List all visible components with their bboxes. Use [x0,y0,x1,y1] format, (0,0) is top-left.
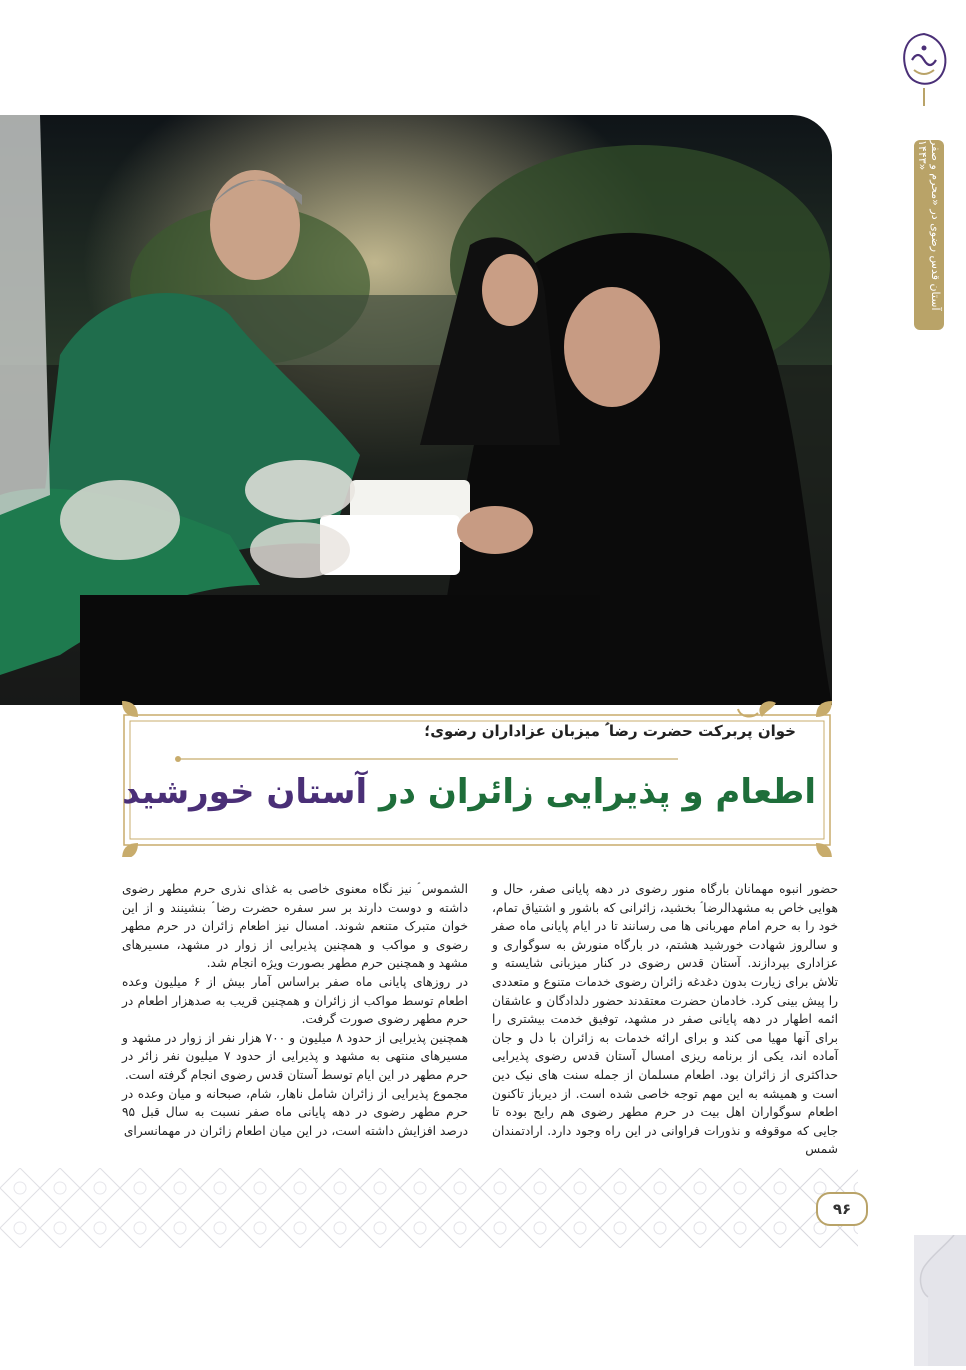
paragraph: حضور انبوه مهمانان بارگاه منور رضوی در دهه پایانی صفر، حال و هوایی خاص به مشهدالرضا ؑ بخشید، زائرانی که باشور و اشتیاق تمام، خود را به حرم امام مهربانی ها می رسانند تا در ایام پایانی ماه صفر و سالروز شهادت خورشید هشتم، در بارگاه منورش به سوگواری و عزاداری بپردازند. آستان قدس رضوی در کنار میزبانی شایسته و تلاش برای زیارت بدون دغدغه زائران رضوی خدمات متنوع و متعددی را پیش بینی کرد. خادمان حضرت معتقدند حضور دلدادگان و عاشقان ائمه اطهار در دهه پایانی صفر در مشهد، توفیق خدمت بیشتری را برای آنها مهیا می کند و برای ارائه خدمات به زائران با دل و جان آماده اند، یکی از برنامه ریزی امسال آستان قدس رضوی پذیرایی حداکثری از زائران بود. اطعام مسلمان از جمله سنت های نیک دین است و همیشه به این مهم توجه خاصی شده است. از دیرباز تاکنون اطعام سوگواران اهل بیت در حرم مطهر رضوی هم رایج بوده تا جایی که موقوفه و نذورات فراوانی در این راه وجود دارد. ارادتمندان شمس [492,882,838,1157]
page-edge-tab [914,1235,966,1366]
article-subtitle: خوان پربرکت حضرت رضا ؑ میزبان عزاداران رضوی؛ [424,722,796,740]
paragraph: مجموع پذیرایی از زائران شامل ناهار، شام، صبحانه و میان وعده در حرم مطهر رضوی در دهه پایانی ماه صفر نسبت به سال قبل ۹۵ درصد افزایش داشته است، در این میان اطعام زائران در مهمانسرای [122,1086,468,1138]
article-title-part1: اطعام و پذیرایی زائران در [378,772,816,812]
paragraph: در روزهای پایانی ماه صفر براساس آمار بیش از ۶ میلیون وعده اطعام توسط مواکب از زائران و همچنین قریب به صدهزار اطعام در حرم مطهر رضوی صورت گرفت. [122,974,468,1027]
page-number: ۹۶ [816,1192,868,1226]
article-column-right [492,880,838,1159]
article-title [122,772,816,812]
paragraph: الشموس ؑ نیز نگاه معنوی خاصی به غذای نذری حرم مطهر رضوی داشته و دوست دارند بر سر سفره حضرت رضا ؑ بنشینند و از این خوان متبرک متنعم شوند. امسال نیز اطعام زائران در حرم مطهر رضوی و مواکب و همچنین پذیرایی از زوار در مشهد، مسیرهای مشهد و همچنین حرم مطهر بصورت ویژه انجام شد. [122,882,468,971]
calligraphy-logo-icon [894,30,954,110]
side-band-text: آستان قدس رضوی در «محرم و صفر ۱۴۴۳» [916,140,942,311]
article-title-part2: آستان خورشید [122,772,368,812]
article-column-left [122,880,468,1140]
paragraph: همچنین پذیرایی از حدود ۸ میلیون و ۷۰۰ هزار نفر از زوار در مشهد و مسیرهای منتهی به مشهد و پذیرایی از حدود ۷ میلیون نفر زائر در حرم مطهر در این ایام توسط آستان قدس رضوی انجام گرفته است. [122,1030,468,1082]
geometric-pattern-band [0,1168,858,1248]
food-distribution-photo [0,115,832,705]
